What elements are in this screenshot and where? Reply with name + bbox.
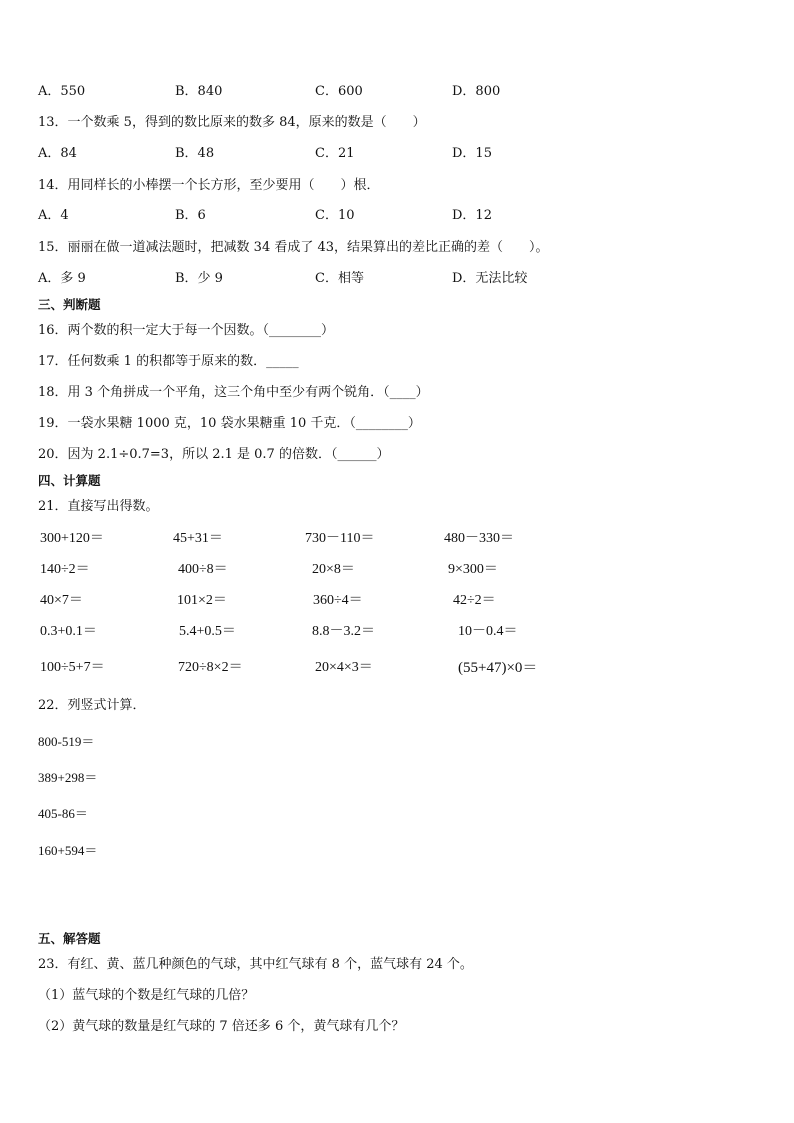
question-20: 20．因为 2.1÷0.7=3，所以 2.1 是 0.7 的倍数．（______） [38,447,390,462]
option-b: B．48 [175,146,215,161]
section-4-title: 四、计算题 [38,473,101,488]
calc-row [40,658,760,678]
calc-item: 400÷8＝ [178,562,228,577]
calc-item: 20×8＝ [312,562,355,577]
calc-row [40,591,760,611]
option-a: A．550 [38,84,86,99]
calc-item: (55+47)×0＝ [458,660,538,676]
option-b: B．少 9 [175,271,223,286]
vertical-calc-item: 800-519＝ [38,734,95,749]
calc-item: 100÷5+7＝ [40,660,105,675]
question-23-stem: 23．有红、黄、蓝几种颜色的气球，其中红气球有 8 个，蓝气球有 24 个。 [38,957,473,972]
option-a: A．多 9 [38,271,86,286]
question-17: 17．任何数乘 1 的积都等于原来的数．_____ [38,354,299,369]
calc-item: 360÷4＝ [313,593,363,608]
q12-options [38,83,758,101]
vertical-calc-item: 389+298＝ [38,770,98,785]
question-14-stem: 14．用同样长的小棒摆一个长方形，至少要用（ ）根． [38,178,380,193]
calc-item: 720÷8×2＝ [178,660,243,675]
section-5-title: 五、解答题 [38,931,101,946]
option-a: A．84 [38,146,77,161]
option-c: C．10 [315,208,355,223]
option-b: B．6 [175,208,206,223]
calc-item: 101×2＝ [177,593,227,608]
option-d: D．15 [452,146,492,161]
calc-item: 5.4+0.5＝ [179,624,236,639]
option-d: D．无法比较 [452,271,528,286]
question-21-stem: 21．直接写出得数。 [38,499,159,514]
calc-item: 480－330＝ [444,531,514,546]
calc-item: 42÷2＝ [453,593,496,608]
q14-options [38,207,758,225]
question-16: 16．两个数的积一定大于每一个因数。（________） [38,323,335,338]
option-b: B．840 [175,84,223,99]
calc-item: 20×4×3＝ [315,660,373,675]
section-3-title: 三、判断题 [38,297,101,312]
vertical-calc-item: 405-86＝ [38,806,88,821]
calc-item: 0.3+0.1＝ [40,624,97,639]
vertical-calc-item: 160+594＝ [38,843,98,858]
calc-item: 40×7＝ [40,593,83,608]
calc-row [40,560,760,580]
question-13-stem: 13．一个数乘 5，得到的数比原来的数多 84，原来的数是（ ） [38,115,426,130]
calc-item: 140÷2＝ [40,562,90,577]
question-23-part-2: （2）黄气球的数量是红气球的 7 倍还多 6 个，黄气球有几个？ [38,1019,405,1034]
question-18: 18．用 3 个角拼成一个平角，这三个角中至少有两个锐角．（____） [38,385,429,400]
option-c: C．21 [315,146,355,161]
question-23-part-1: （1）蓝气球的个数是红气球的几倍？ [38,988,255,1003]
calc-row [40,529,760,549]
question-15-stem: 15．丽丽在做一道减法题时，把减数 34 看成了 43，结果算出的差比正确的差（ ）。 [38,240,549,255]
calc-item: 9×300＝ [448,562,498,577]
question-19: 19．一袋水果糖 1000 克，10 袋水果糖重 10 千克．（________） [38,416,421,431]
q15-options [38,270,758,288]
option-c: C．600 [315,84,363,99]
calc-item: 10－0.4＝ [458,624,518,639]
calc-item: 300+120＝ [40,531,104,546]
calc-item: 730－110＝ [305,531,375,546]
q13-options [38,145,758,163]
calc-item: 8.8－3.2＝ [312,624,375,639]
question-22-stem: 22．列竖式计算． [38,698,146,713]
option-d: D．800 [452,84,501,99]
option-a: A．4 [38,208,69,223]
calc-item: 45+31＝ [173,531,223,546]
option-c: C．相等 [315,271,364,286]
option-d: D．12 [452,208,492,223]
calc-row [40,622,760,642]
